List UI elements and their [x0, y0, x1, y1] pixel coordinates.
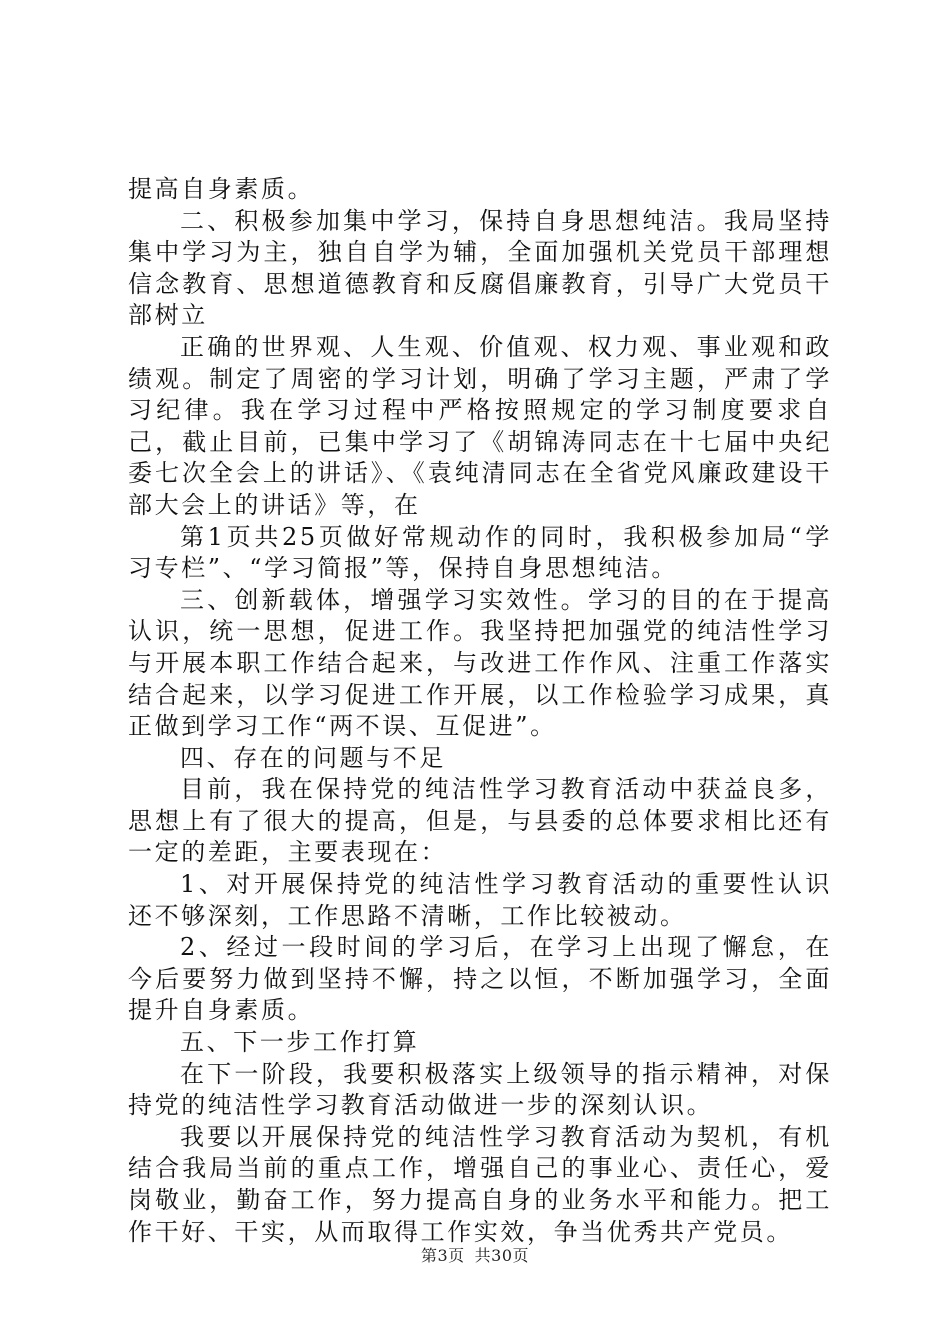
paragraph-section-three: 三、创新载体，增强学习实效性。学习的目的在于提高认识，统一思想，促进工作。我坚持把加强党的纯洁性学习与开展本职工作结合起来，与改进工作作风、注重工作落实结合起来，以学习促进工作开展，以工作检验学习成果，真正做到学习工作“两不误、互促进”。 — [128, 585, 832, 741]
page-number: 第3页 — [420, 1246, 465, 1265]
list-item-problem-one: 1、对开展保持党的纯洁性学习教育活动的重要性认识还不够深刻，工作思路不清晰，工作比较被动。 — [128, 870, 832, 930]
paragraph-routine-actions: 第1页共25页做好常规动作的同时，我积极参加局“学习专栏”、“学习简报”等，保持自身思想纯洁。 — [128, 522, 832, 583]
paragraph-conclusion: 我要以开展保持党的纯洁性学习教育活动为契机，有机结合我局当前的重点工作，增强自己的事业心、责任心，爱岗敬业，勤奋工作，努力提高自身的业务水平和能力。把工作干好、干实，从而取得工作实效，争当优秀共产党员。 — [128, 1122, 832, 1246]
document-body — [128, 174, 832, 1248]
paragraph-section-two: 二、积极参加集中学习，保持自身思想纯洁。我局坚持集中学习为主，独自自学为辅，全面加强机关党员干部理想信念教育、思想道德教育和反腐倡廉教育，引导广大党员干部树立 — [128, 206, 832, 330]
heading-section-five: 五、下一步工作打算 — [180, 1028, 420, 1057]
paragraph-worldview: 正确的世界观、人生观、价值观、权力观、事业观和政绩观。制定了周密的学习计划，明确了学习主题，严肃了学习纪律。我在学习过程中严格按照规定的学习制度要求自己，截止目前，已集中学习了《胡锦涛同志在十七届中央纪委七次全会上的讲话》、《袁纯清同志在全省党风廉政建设干部大会上的讲话》等，在 — [128, 332, 832, 519]
page-total: 共30页 — [474, 1246, 530, 1265]
list-item-problem-two: 2、经过一段时间的学习后，在学习上出现了懈怠，在今后要努力做到坚持不懈，持之以恒，不断加强学习，全面提升自身素质。 — [128, 933, 832, 1025]
paragraph-continuation: 提高自身素质。 — [128, 175, 315, 203]
paragraph-current-status: 目前，我在保持党的纯洁性学习教育活动中获益良多，思想上有了很大的提高，但是，与县委的总体要求相比还有一定的差距，主要表现在： — [128, 775, 832, 867]
paragraph-next-stage: 在下一阶段，我要积极落实上级领导的指示精神，对保持党的纯洁性学习教育活动做进一步的深刻认识。 — [128, 1059, 832, 1120]
heading-section-four: 四、存在的问题与不足 — [180, 743, 446, 772]
page-footer — [0, 1243, 950, 1266]
